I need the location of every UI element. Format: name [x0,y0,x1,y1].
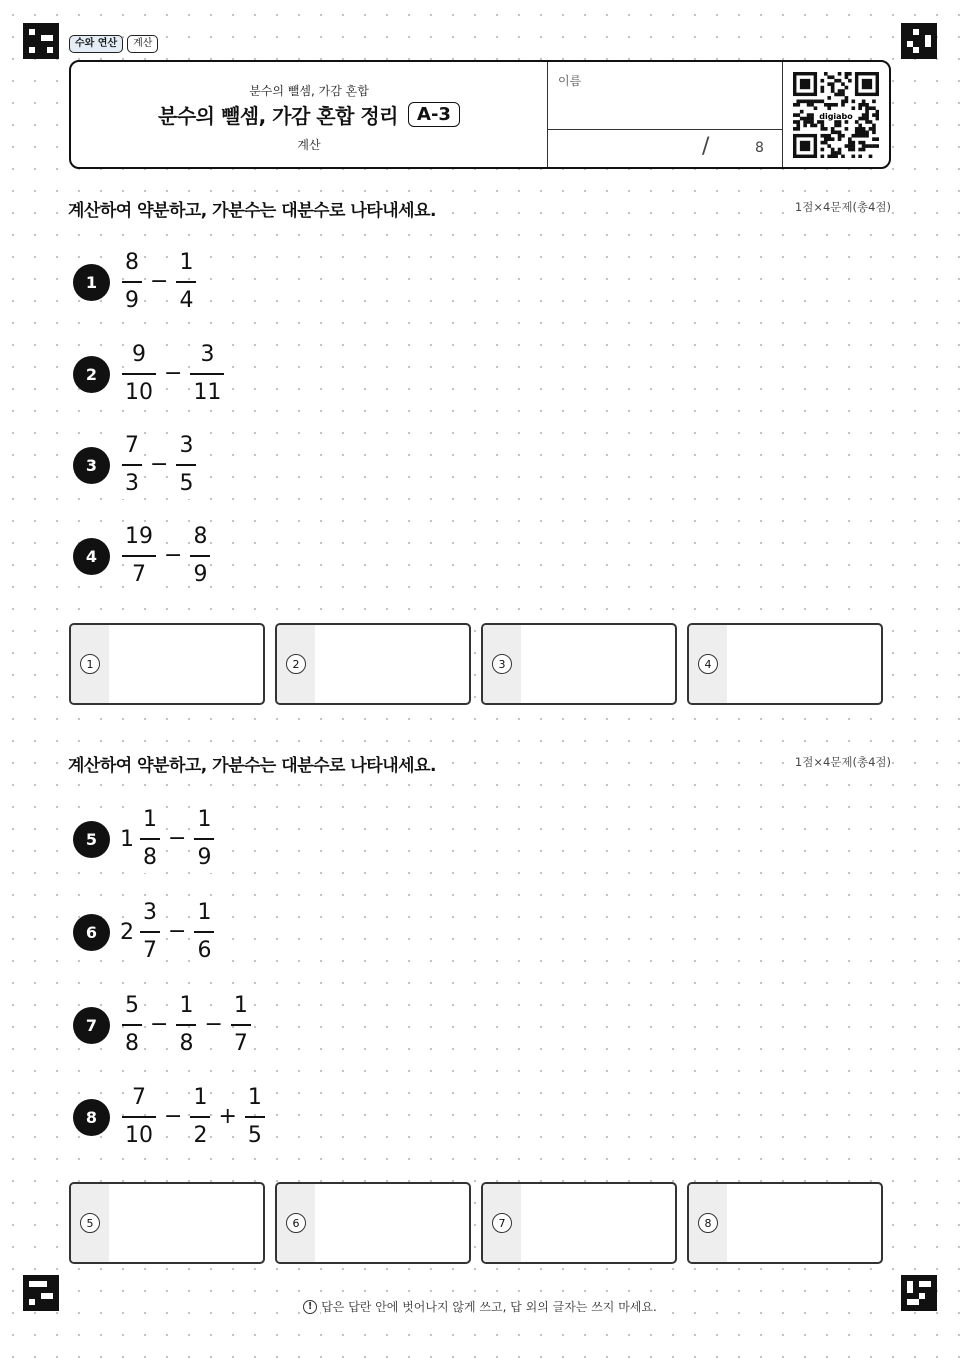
operator: − [168,826,187,851]
numerator: 1 [190,1083,210,1113]
answer-box-4[interactable] [687,623,883,705]
header-name-score [547,62,783,167]
operator: − [164,1104,183,1129]
denominator: 8 [122,1029,142,1059]
fraction [190,1083,210,1151]
answer-box-5[interactable] [69,1182,265,1264]
operator: − [150,269,169,294]
fraction-bar [190,555,210,557]
fraction-bar [194,931,214,933]
numerator: 3 [140,898,160,928]
warning-circle-icon: ! [303,1300,317,1314]
operator: − [168,919,187,944]
answer-row-1 [69,623,883,705]
operator: − [204,1012,223,1037]
numerator: 7 [129,1083,149,1113]
fraction [245,1083,265,1151]
problem-number: 7 [73,1007,110,1044]
corner-marker-top-right [901,23,937,59]
numerator: 1 [176,991,196,1021]
fraction [176,248,196,316]
denominator: 7 [140,936,160,966]
problem-number: 8 [73,1099,110,1136]
expression [120,1083,267,1151]
fraction-bar [122,464,142,466]
operator: + [218,1104,237,1129]
problem-6 [73,892,216,972]
denominator: 4 [176,286,196,316]
problem-5 [73,799,216,879]
denominator: 7 [231,1029,251,1059]
answer-number: 5 [80,1213,100,1233]
whole-number: 1 [120,826,134,852]
section-2-title: 계산하여 약분하고, 가분수는 대분수로 나타내세요. [68,751,440,776]
problem-number: 6 [73,914,110,951]
denominator: 10 [122,378,156,408]
answer-number: 4 [698,654,718,674]
denominator: 6 [194,936,214,966]
tag-list [69,35,158,53]
answer-box-1[interactable] [69,623,265,705]
header-title-area [71,62,547,167]
fraction-bar [190,373,224,375]
fraction [122,522,156,590]
expression [120,248,198,316]
problem-8 [73,1077,267,1157]
denominator: 9 [190,560,210,590]
denominator: 9 [122,286,142,316]
score-slash: / [702,134,710,159]
fraction [140,898,160,966]
section-1-title: 계산하여 약분하고, 가분수는 대분수로 나타내세요. [68,196,440,221]
problem-number: 1 [73,264,110,301]
fraction-bar [122,281,142,283]
fraction [122,431,142,499]
worksheet-code: A-3 [408,102,460,127]
answer-number: 6 [286,1213,306,1233]
fraction [122,248,142,316]
problem-3 [73,425,198,505]
fraction [122,991,142,1059]
problem-number: 4 [73,538,110,575]
header-category: 계산 [297,138,321,152]
problem-1 [73,242,198,322]
numerator: 1 [245,1083,265,1113]
problem-number: 2 [73,356,110,393]
answer-number: 3 [492,654,512,674]
section-2-points: 1점×4문제(총4점) [794,755,891,769]
fraction [231,991,251,1059]
numerator: 3 [176,431,196,461]
qr-label: digiabo [819,112,853,121]
numerator: 7 [122,431,142,461]
fraction-bar [176,281,196,283]
problem-4 [73,516,212,596]
denominator: 11 [190,378,224,408]
section-1-points: 1점×4문제(총4점) [794,200,891,214]
answer-number: 7 [492,1213,512,1233]
fraction-bar [190,1116,210,1118]
header-subtitle: 분수의 뺄셈, 가감 혼합 [249,84,369,98]
name-field[interactable] [548,62,782,130]
denominator: 5 [245,1121,265,1151]
answer-box-3[interactable] [481,623,677,705]
operator: − [150,452,169,477]
denominator: 7 [129,560,149,590]
numerator: 3 [197,340,217,370]
answer-row-2 [69,1182,883,1264]
expression [120,991,253,1059]
numerator: 1 [140,805,160,835]
denominator: 8 [140,843,160,873]
fraction-bar [140,838,160,840]
name-label: 이름 [558,74,582,88]
answer-box-7[interactable] [481,1182,677,1264]
answer-number: 1 [80,654,100,674]
numerator: 1 [194,805,214,835]
score-total: 8 [755,140,764,156]
answer-box-6[interactable] [275,1182,471,1264]
numerator: 8 [122,248,142,278]
numerator: 19 [122,522,156,552]
denominator: 3 [122,469,142,499]
numerator: 1 [231,991,251,1021]
fraction-bar [176,464,196,466]
expression [120,340,226,408]
numerator: 1 [194,898,214,928]
denominator: 5 [176,469,196,499]
answer-box-2[interactable] [275,623,471,705]
operator: − [150,1012,169,1037]
fraction-bar [231,1024,251,1026]
page-title: 분수의 뺄셈, 가감 혼합 정리 [158,104,399,128]
problem-number: 5 [73,821,110,858]
corner-marker-top-left [23,23,59,59]
whole-number: 2 [120,919,134,945]
numerator: 1 [176,248,196,278]
answer-number: 8 [698,1213,718,1233]
fraction-bar [176,1024,196,1026]
fraction-bar [122,1024,142,1026]
problem-7 [73,985,253,1065]
expression [120,898,216,966]
footer-note [0,1298,960,1315]
fraction-bar [122,373,156,375]
fraction [190,340,224,408]
fraction [194,805,214,873]
tag-subject: 수와 연산 [69,35,123,53]
fraction [140,805,160,873]
fraction-bar [194,838,214,840]
fraction-bar [122,1116,156,1118]
numerator: 5 [122,991,142,1021]
fraction [176,991,196,1059]
fraction-bar [245,1116,265,1118]
expression [120,805,216,873]
numerator: 8 [190,522,210,552]
fraction [176,431,196,499]
numerator: 9 [129,340,149,370]
denominator: 2 [190,1121,210,1151]
score-field[interactable] [548,130,782,167]
answer-box-8[interactable] [687,1182,883,1264]
fraction [122,1083,156,1151]
fraction [194,898,214,966]
tag-type: 계산 [127,35,158,53]
fraction-bar [122,555,156,557]
worksheet-header [69,60,891,169]
qr-code-icon [793,72,879,158]
operator: − [164,361,183,386]
fraction-bar [140,931,160,933]
fraction [190,522,210,590]
operator: − [164,543,183,568]
problem-2 [73,334,226,414]
answer-number: 2 [286,654,306,674]
denominator: 9 [194,843,214,873]
expression [120,522,212,590]
denominator: 10 [122,1121,156,1151]
denominator: 8 [176,1029,196,1059]
footer-text: 답은 답란 안에 벗어나지 않게 쓰고, 답 외의 글자는 쓰지 마세요. [321,1300,657,1314]
expression [120,431,198,499]
fraction [122,340,156,408]
problem-number: 3 [73,447,110,484]
